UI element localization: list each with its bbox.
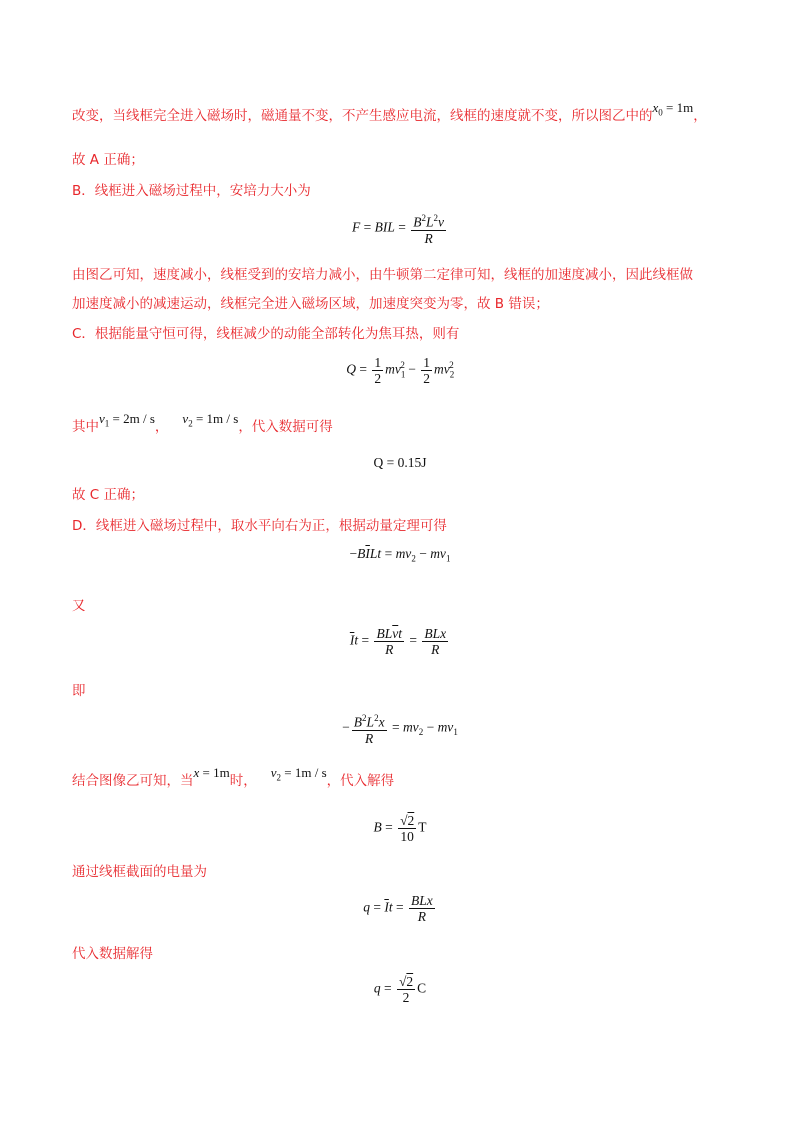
paragraph-line-8: 故 C 正确； (72, 487, 145, 503)
paragraph-line-4: 由图乙可知，速度减小，线框受到的安培力减小，由牛顿第二定律可知，线框的加速度减小，因此线框做 (72, 267, 693, 283)
paragraph-line-6: C．根据能量守恒可得，线框减少的动能全部转化为焦耳热，则有 (72, 326, 460, 342)
paragraph-line-12: 结合图像乙可知，当x = 1m时，$v_2 = 1m / s$，代入解得 (72, 765, 395, 789)
equation-charge: $q = \overline{I}t$ = $\frac{\text{BLx}}{R}$ (363, 893, 433, 924)
equation-ampere-force: F = BIL = $\frac{B^2L^2v}{R}$ (351, 213, 444, 246)
equation-momentum-substituted: − $\frac{B^2L^2x}{R}$ = $mv_2 - mv_1$ (342, 713, 458, 746)
paragraph-line-3: B．线框进入磁场过程中，安培力大小为 (72, 183, 311, 199)
math-v2-value: $v_2 = 1m / s$ (182, 411, 239, 429)
text-segment: 改变，当线框完全进入磁场时，磁通量不变，不产生感应电流，线框的速度就不变，所以图乙中的 (72, 108, 653, 124)
equation-q-charge-result: q = $\frac{√2}{2}$ C (373, 974, 427, 1005)
math-x-value: x = 1m (193, 765, 230, 780)
paragraph-line-5: 加速度减小的减速运动，线框完全进入磁场区域，加速度突变为零，故 B 错误； (72, 296, 549, 312)
math-v1-value: $v_1 = 2m / s$ (99, 411, 155, 429)
paragraph-line-10: 又 (72, 598, 86, 614)
math-x0-equals-1m: $x_0 = 1m$ (652, 100, 694, 118)
math-v2-value-2: $v_2 = 1m / s$ (270, 765, 327, 783)
equation-q-result: Q = 0.15J (373, 455, 427, 470)
equation-b-result: B = $\frac{√2}{10}$ T (373, 813, 427, 844)
paragraph-line-7: 其中$v_1 = 2m / s$，$v_2 = 1m / s$，代入数据可得 (72, 411, 333, 435)
paragraph-line-9: D．线框进入磁场过程中，取水平向右为正，根据动量定理可得 (72, 518, 447, 534)
equation-charge-relation: $\overline{I}t$ = $\frac{BL\overline{v}t}{R}$ = $\frac{\text{BLx}}{R}$ (349, 626, 447, 657)
paragraph-line-13: 通过线框截面的电量为 (72, 864, 207, 880)
paragraph-line-2: 故 A 正确； (72, 152, 144, 168)
paragraph-line-11: 即 (72, 683, 86, 699)
equation-momentum-theorem: $-B\overline{I}Lt = mv_2 - mv_1$ (349, 546, 451, 564)
paragraph-line-14: 代入数据解得 (72, 946, 153, 962)
paragraph-line-1 (72, 100, 707, 130)
text-segment: ， (693, 108, 707, 124)
equation-joule-heat: Q = $\frac{1}{2}$ $mv_1^2$ − $\frac{1}{2}$ $mv_2^2$ (346, 355, 455, 386)
